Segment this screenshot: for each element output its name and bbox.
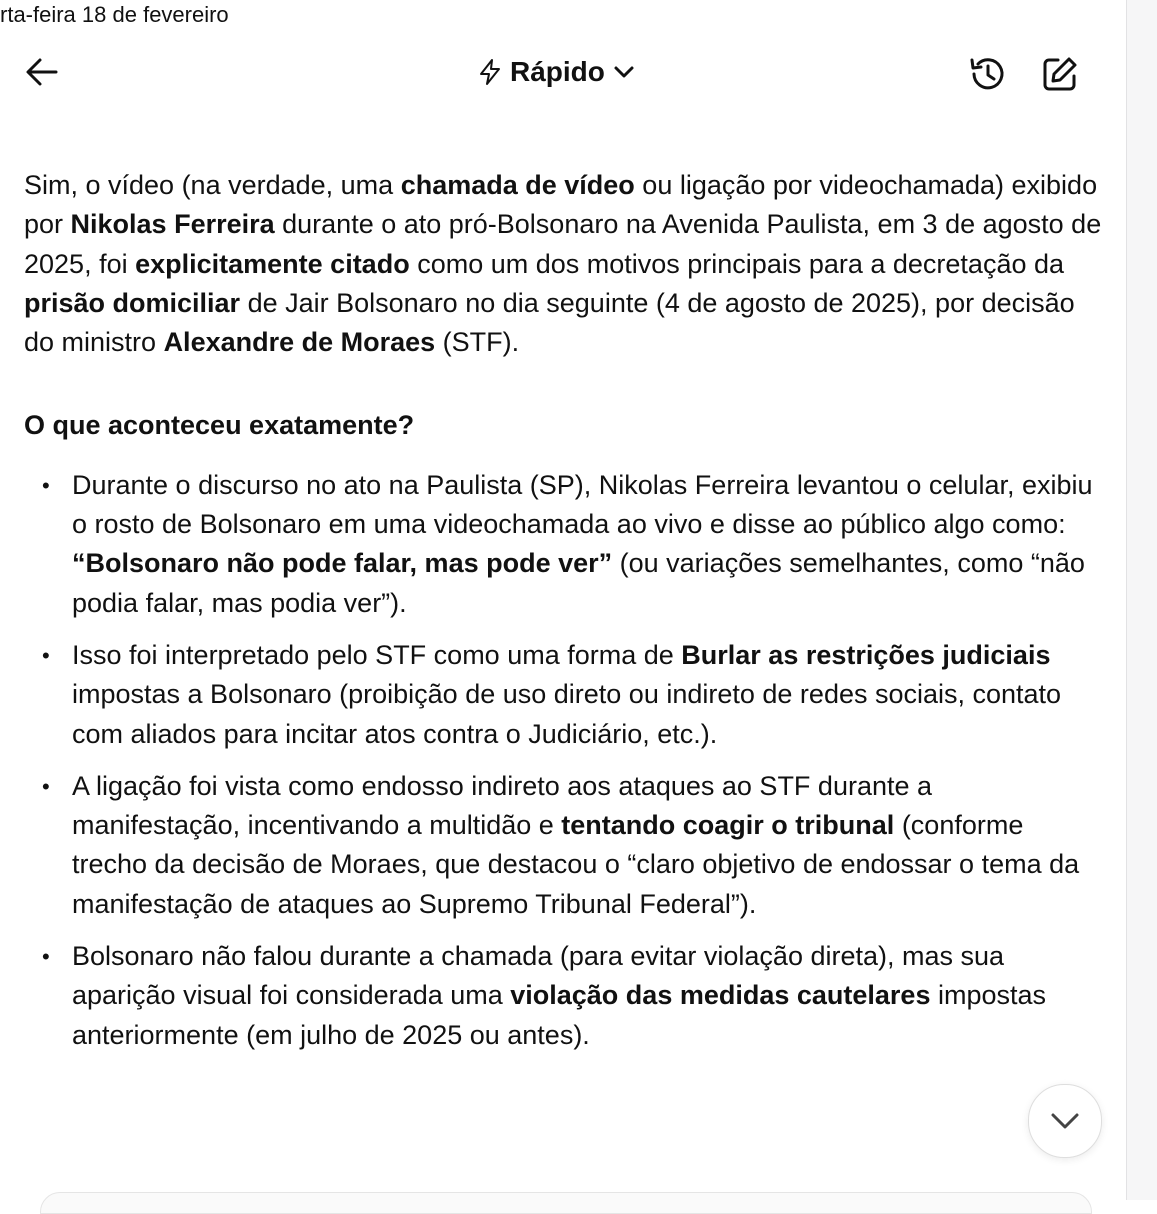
text-run: Sim, o vídeo (na verdade, uma	[24, 170, 401, 200]
bold-run: tentando coagir o tribunal	[561, 810, 895, 841]
history-button[interactable]	[966, 52, 1010, 96]
history-clock-icon	[969, 55, 1007, 93]
text-run: Bolsonaro não falou durante a chamada (para evitar violação direta), mas sua aparição visual foi considerada uma	[72, 941, 1005, 1011]
text-run: Isso foi interpretado pelo STF como uma forma de	[72, 639, 682, 670]
scroll-to-bottom-button[interactable]	[1028, 1084, 1102, 1158]
text-run: (ou variações semelhantes, como “não podia falar, mas podia ver”).	[72, 548, 1085, 618]
text-run: A ligação foi vista como endosso indireto aos ataques ao STF durante a manifestação, incentivando a multidão e	[72, 770, 933, 841]
scrollbar-track[interactable]	[1126, 0, 1157, 1200]
assistant-message	[24, 166, 1104, 1068]
text-run: impostas a Bolsonaro (proibição de uso direto ou indireto de redes sociais, contato com aliados para incitar atos contra o Judiciário, etc.).	[72, 679, 1062, 749]
list-item	[24, 636, 1104, 754]
intro-paragraph	[24, 166, 1104, 362]
bold-run: chamada de vídeo	[400, 170, 635, 200]
text-run: Durante o discurso no ato na Paulista (SP), Nikolas Ferreira levantou o celular, exibiu o rosto de Bolsonaro em uma videochamada ao vivo e disse ao público algo como:	[72, 469, 1093, 540]
bold-run: violação das medidas cautelares	[510, 980, 931, 1011]
text-run: ou ligação por videochamada) exibido por	[24, 170, 1098, 240]
list-item	[24, 767, 1104, 924]
bold-run: Burlar as restrições judiciais	[681, 639, 1051, 670]
bold-run: Nikolas Ferreira	[70, 209, 275, 240]
bold-run: explicitamente citado	[135, 248, 410, 279]
top-bar	[0, 40, 1127, 104]
lightning-icon	[478, 58, 502, 86]
compose-edit-icon	[1041, 55, 1079, 93]
text-run: (conforme trecho da decisão de Moraes, que destacou o “claro objetivo de endossar o tema da manifestação de ataques ao Supremo Tribunal Federal”).	[72, 810, 1080, 919]
bold-run: prisão domiciliar	[24, 287, 241, 318]
text-run: (STF).	[435, 327, 520, 358]
composer-edge[interactable]	[40, 1192, 1092, 1214]
arrow-left-icon	[25, 57, 59, 87]
bullet-list	[24, 466, 1104, 1055]
text-run: de Jair Bolsonaro no dia seguinte (4 de agosto de 2025), por decisão do ministro	[24, 287, 1075, 358]
date-header: rta-feira 18 de fevereiro	[0, 2, 229, 27]
text-run: como um dos motivos principais para a decretação da	[409, 248, 1065, 279]
text-run: durante o ato pró-Bolsonaro na Avenida Paulista, em 3 de agosto de 2025, foi	[24, 209, 1102, 279]
bold-run: “Bolsonaro não pode falar, mas pode ver”	[72, 548, 613, 579]
chevron-down-icon	[613, 65, 635, 79]
model-label: Rápido	[510, 56, 605, 87]
back-button[interactable]	[22, 52, 62, 92]
list-item	[24, 937, 1104, 1055]
model-selector-button[interactable]	[478, 50, 635, 94]
text-run: impostas anteriormente (em julho de 2025 ou antes).	[72, 980, 1047, 1050]
bold-run: Alexandre de Moraes	[163, 327, 436, 358]
list-item	[24, 466, 1104, 623]
chevron-down-icon	[1049, 1111, 1081, 1131]
new-chat-button[interactable]	[1038, 52, 1082, 96]
section-heading: O que aconteceu exatamente?	[24, 410, 415, 441]
